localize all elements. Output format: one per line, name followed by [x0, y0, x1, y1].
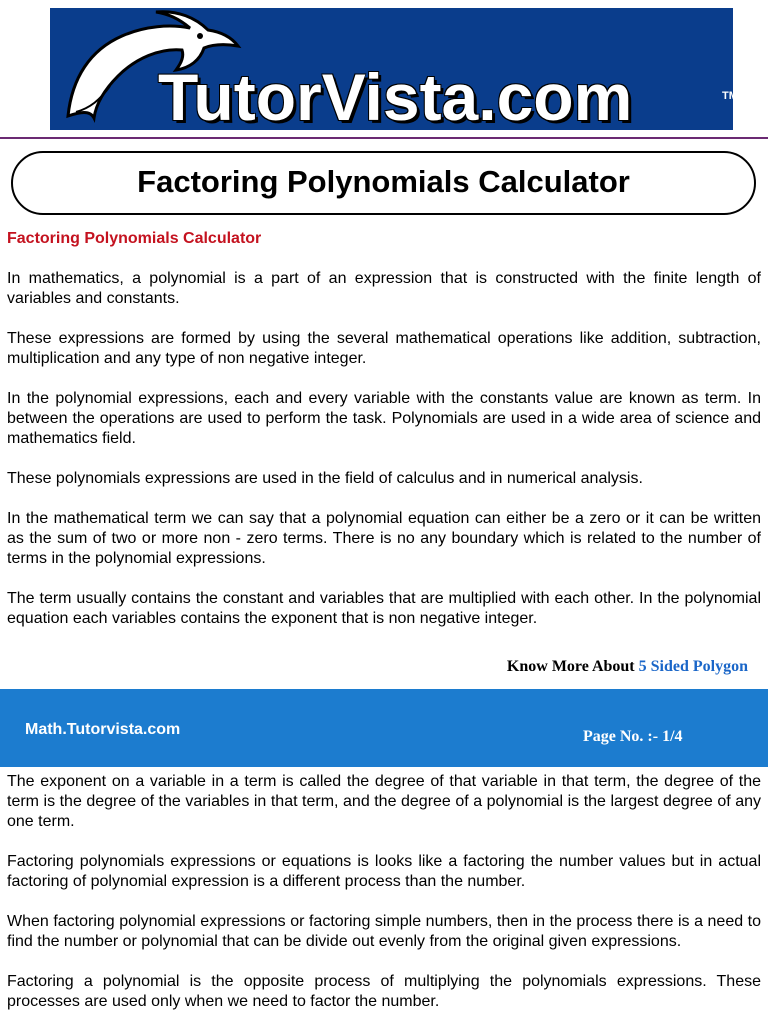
know-more-prefix: Know More About	[506, 658, 639, 675]
paragraph: In mathematics, a polynomial is a part of an expression that is constructed with the finite length of variables and constants.	[7, 270, 761, 307]
paragraph: These expressions are formed by using the several mathematical operations like addition, subtraction, multiplication and any type of non negative integer.	[7, 330, 761, 367]
trademark-mark: TM	[722, 90, 738, 102]
page-1-content	[7, 229, 761, 649]
paragraph: The term usually contains the constant and variables that are multiplied with each other. In the polynomial equation each variables contains the exponent that is non negative integer.	[7, 590, 761, 627]
paragraph: In the polynomial expressions, each and every variable with the constants value are known as term. In between the operations are used to perform the task. Polynomials are used in a wide area of science and mathematics field.	[7, 390, 761, 447]
know-more-line	[507, 658, 748, 676]
footer-site-name: Math.Tutorvista.com	[25, 721, 181, 738]
paragraph: Factoring a polynomial is the opposite process of multiplying the polynomials expressions. These processes are used only when we need to factor the number.	[7, 973, 761, 1010]
section-heading: Factoring Polynomials Calculator	[7, 230, 262, 247]
page-number: Page No. :- 1/4	[583, 728, 683, 745]
know-more-link[interactable]: 5 Sided Polygon	[638, 658, 748, 675]
paragraph: The exponent on a variable in a term is called the degree of that variable in that term, the degree of the term is the degree of the variables in that term, and the degree of a polynomial is the largest degree of any one term.	[7, 773, 761, 830]
paragraph: In the mathematical term we can say that a polynomial equation can either be a zero or it can be written as the sum of two or more non - zero terms. There is no any boundary which is related to the number of terms in the polynomial expressions.	[7, 510, 761, 567]
page-footer	[0, 689, 768, 767]
paragraph: When factoring polynomial expressions or factoring simple numbers, then in the process there is a need to find the number or polynomial that can be divide out evenly from the original given expressions.	[7, 913, 761, 950]
paragraph: These polynomials expressions are used in the field of calculus and in numerical analysis.	[7, 470, 643, 487]
paragraph: Factoring polynomials expressions or equations is looks like a factoring the number values but in actual factoring of polynomial expression is a different process than the number.	[7, 853, 761, 890]
title-box	[11, 151, 756, 215]
logo-wordmark: TutorVista.com	[158, 60, 633, 134]
header-divider	[0, 137, 768, 139]
page-title: Factoring Polynomials Calculator	[137, 164, 630, 199]
page-2-content	[7, 772, 761, 1032]
tutorvista-logo-banner	[50, 8, 738, 134]
